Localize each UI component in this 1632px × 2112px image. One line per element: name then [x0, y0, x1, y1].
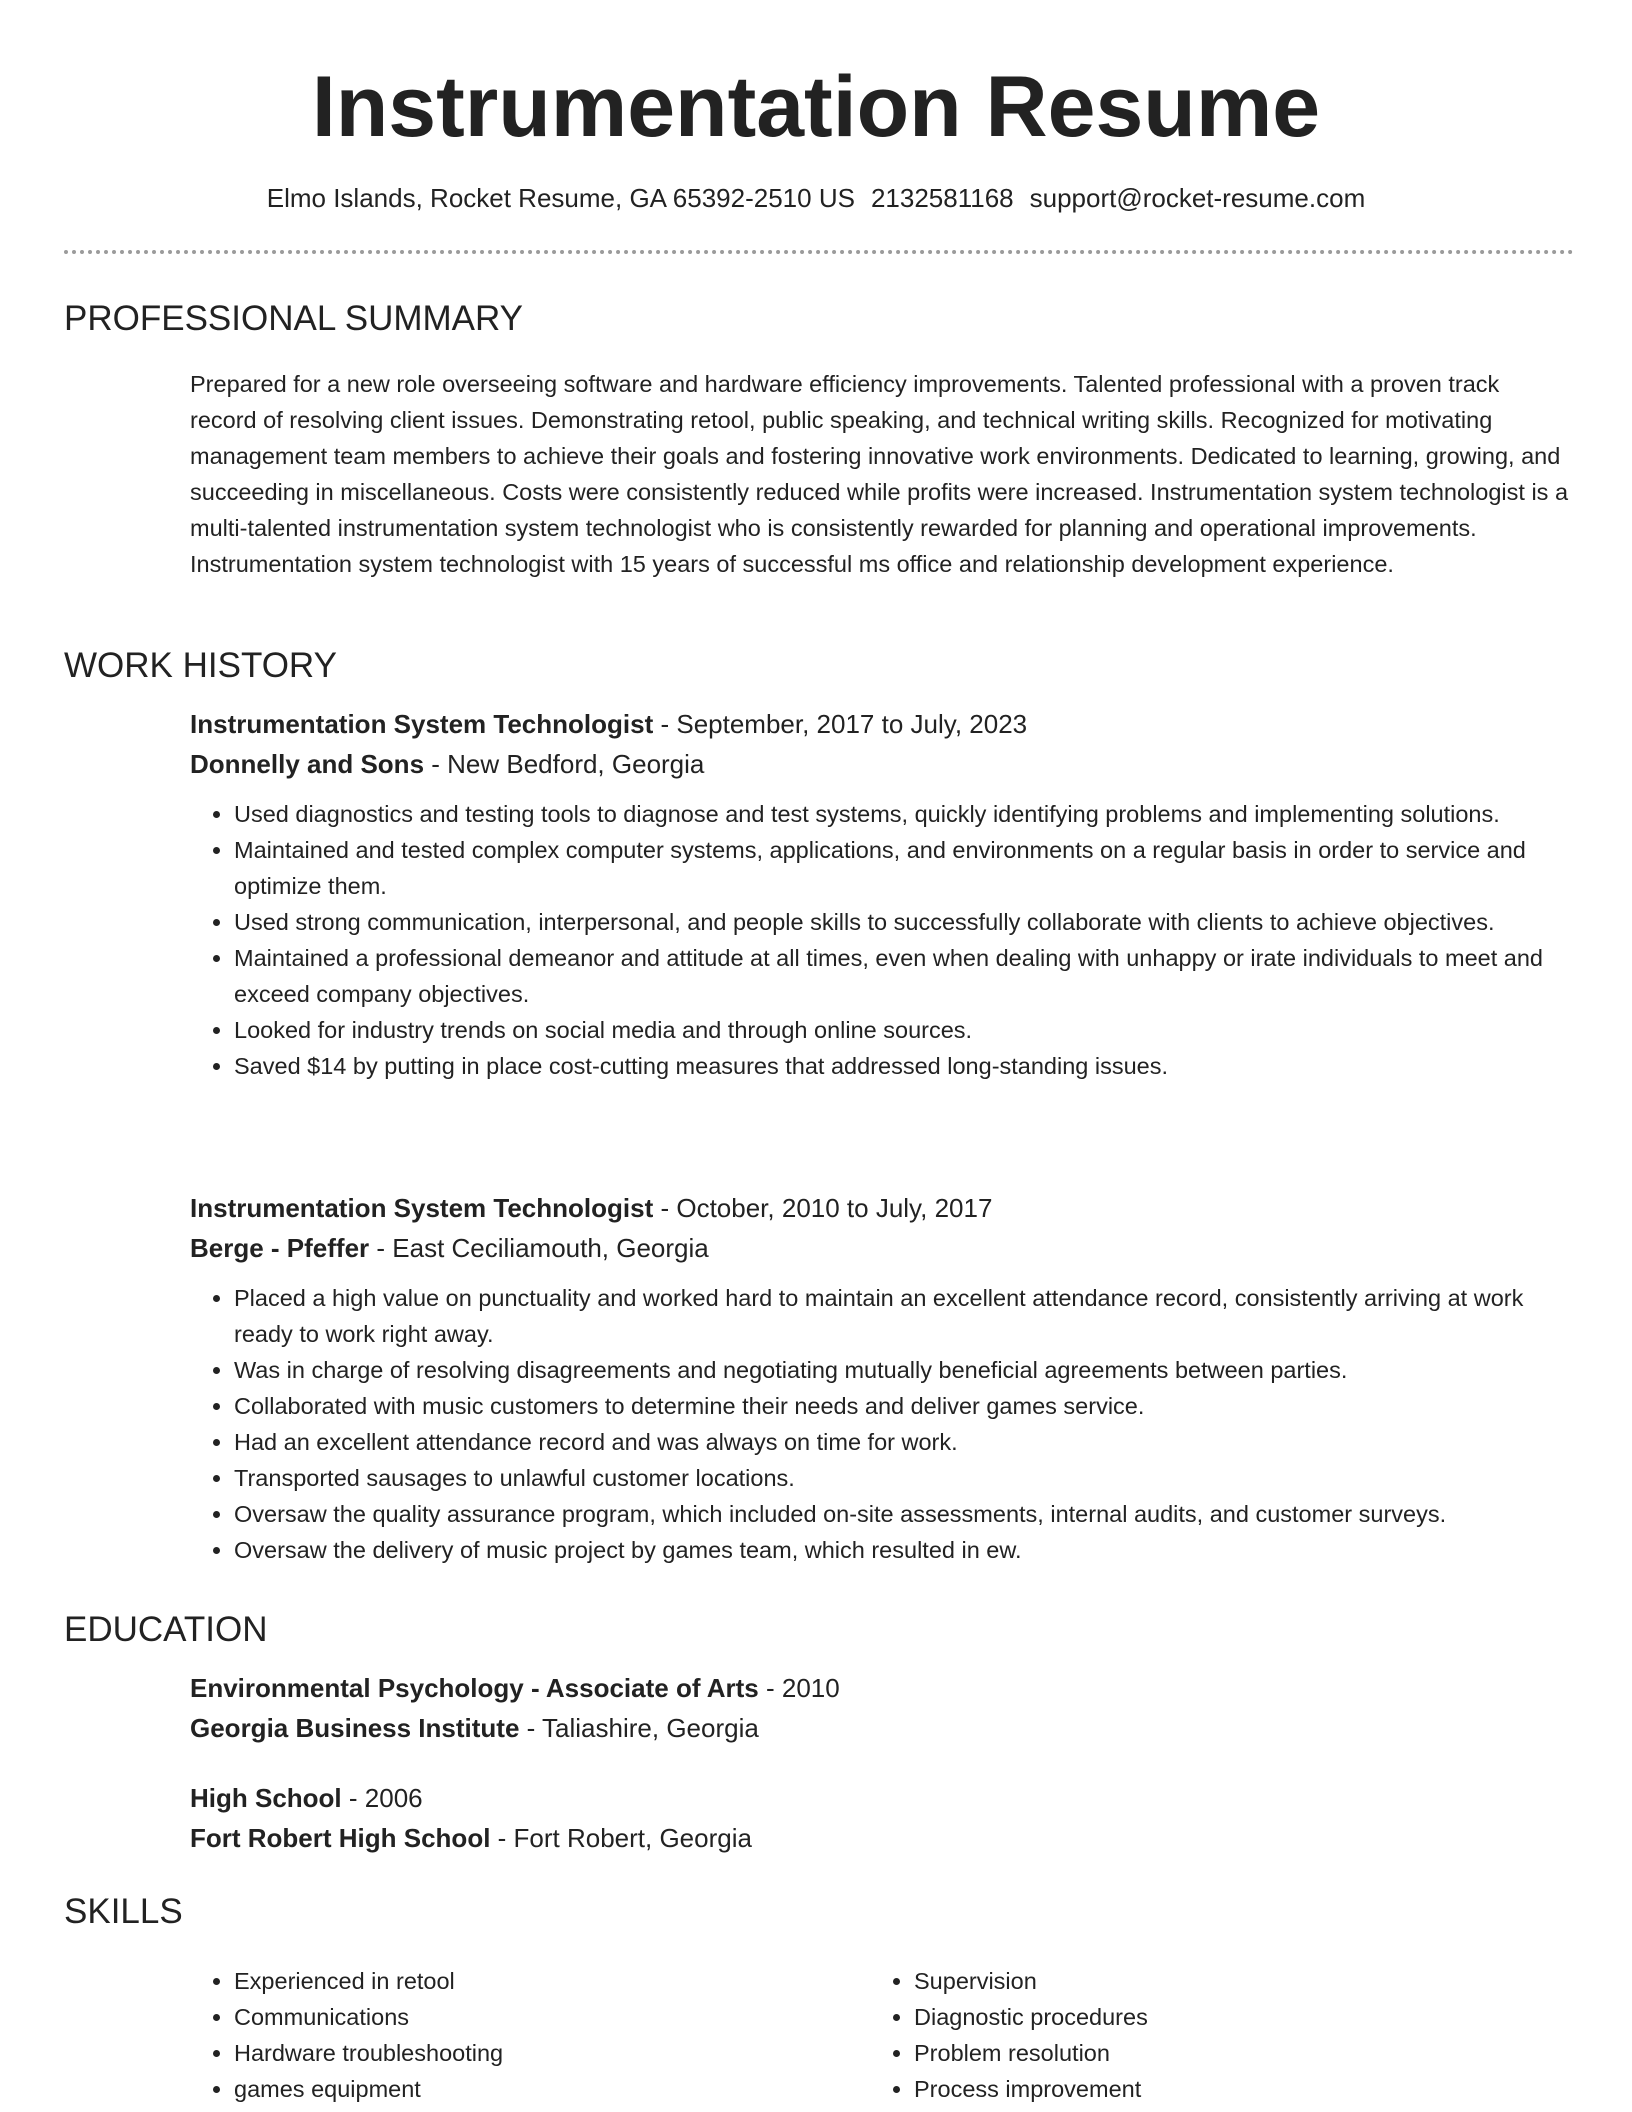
skill-item: • Hardware troubleshooting — [234, 2035, 870, 2071]
work-history-heading: WORK HISTORY — [64, 646, 337, 685]
job-company: Donnelly and Sons — [190, 749, 425, 779]
job-bullet: • Placed a high value on punctuality and worked hard to maintain an excellent attendance record, consistently arriving at work ready to work right away. — [234, 1280, 1570, 1352]
education-entry — [190, 1778, 1570, 1858]
skills-grid — [190, 1963, 1570, 2107]
job-bullet: • Oversaw the quality assurance program, which included on-site assessments, internal audits, and customer surveys. — [234, 1496, 1570, 1532]
education-degree-line — [190, 1668, 1570, 1708]
job-title: Instrumentation System Technologist — [190, 1193, 654, 1223]
education-location: - Fort Robert, Georgia — [490, 1823, 752, 1853]
job-bullet: • Saved $14 by putting in place cost-cutting measures that addressed long-standing issues. — [234, 1048, 1570, 1084]
skill-item: • Communications — [234, 1999, 870, 2035]
contact-email: support@rocket-resume.com — [1029, 183, 1366, 213]
education-year: - 2006 — [341, 1783, 423, 1813]
summary-text: Prepared for a new role overseeing software and hardware efficiency improvements. Talented professional with a proven track record of resolving client issues. Demonstrating retool, public speaking, and technical writing skills. Recognized for motivating management team members to achieve their goals and fostering innovative work environments. Dedicated to learning, growing, and succeeding in miscellaneous. Costs were consistently reduced while profits were increased. Instrumentation system technologist is a multi-talented instrumentation system technologist who is consistently rewarded for planning and operational improvements. Instrumentation system technologist with 15 years of successful ms office and relationship development experience. — [190, 371, 1569, 577]
education-entry — [190, 1668, 1570, 1748]
job-bullet: • Transported sausages to unlawful customer locations. — [234, 1460, 1570, 1496]
job-bullet-list — [190, 1280, 1570, 1568]
education-school: Fort Robert High School — [190, 1823, 491, 1853]
contact-phone: 2132581168 — [870, 183, 1014, 213]
job-bullet: • Collaborated with music customers to determine their needs and deliver games service. — [234, 1388, 1570, 1424]
job-bullet: • Maintained a professional demeanor and attitude at all times, even when dealing with unhappy or irate individuals to meet and exceed company objectives. — [234, 940, 1570, 1012]
job-company-line — [190, 1228, 1570, 1268]
skills-column-left — [190, 1963, 870, 2107]
education-degree-line — [190, 1778, 1570, 1818]
skill-item: • Problem resolution — [914, 2035, 1550, 2071]
contact-line — [0, 180, 1632, 216]
job-bullet-list — [190, 796, 1570, 1084]
summary-heading: PROFESSIONAL SUMMARY — [64, 299, 523, 338]
education-school-line — [190, 1818, 1570, 1858]
job-dates: - October, 2010 to July, 2017 — [653, 1193, 993, 1223]
job-bullet: • Used diagnostics and testing tools to diagnose and test systems, quickly identifying problems and implementing solutions. — [234, 796, 1570, 832]
skill-item: • Process improvement — [914, 2071, 1550, 2107]
job-bullet: • Used strong communication, interpersonal, and people skills to successfully collaborate with clients to achieve objectives. — [234, 904, 1570, 940]
education-heading: EDUCATION — [64, 1610, 268, 1649]
education-year: - 2010 — [758, 1673, 840, 1703]
resume-title: Instrumentation Resume — [311, 59, 1321, 155]
skill-item: • Supervision — [914, 1963, 1550, 1999]
job-dates: - September, 2017 to July, 2023 — [653, 709, 1028, 739]
job-bullet: • Looked for industry trends on social media and through online sources. — [234, 1012, 1570, 1048]
job-company: Berge - Pfeffer — [190, 1233, 370, 1263]
job-bullet: • Maintained and tested complex computer systems, applications, and environments on a regular basis in order to service and optimize them. — [234, 832, 1570, 904]
skills-column-right — [870, 1963, 1550, 2107]
education-degree: High School — [190, 1783, 342, 1813]
job-company-line — [190, 744, 1570, 784]
contact-address: Elmo Islands, Rocket Resume, GA 65392-2510 US — [266, 183, 855, 213]
education-school-line — [190, 1708, 1570, 1748]
job-bullet: • Was in charge of resolving disagreements and negotiating mutually beneficial agreements between parties. — [234, 1352, 1570, 1388]
skill-item: • games equipment — [234, 2071, 870, 2107]
education-school: Georgia Business Institute — [190, 1713, 520, 1743]
skills-heading: SKILLS — [64, 1892, 183, 1931]
job-bullet: • Oversaw the delivery of music project by games team, which resulted in ew. — [234, 1532, 1570, 1568]
job-title: Instrumentation System Technologist — [190, 709, 654, 739]
job-title-line — [190, 1188, 1570, 1228]
header-divider — [64, 250, 1574, 254]
skill-item: • Experienced in retool — [234, 1963, 870, 1999]
job-title-line — [190, 704, 1570, 744]
job-entry — [190, 1188, 1570, 1568]
job-bullet: • Had an excellent attendance record and was always on time for work. — [234, 1424, 1570, 1460]
job-location: - New Bedford, Georgia — [424, 749, 705, 779]
job-location: - East Ceciliamouth, Georgia — [369, 1233, 709, 1263]
education-degree: Environmental Psychology - Associate of Arts — [190, 1673, 759, 1703]
skill-item: • Diagnostic procedures — [914, 1999, 1550, 2035]
education-location: - Taliashire, Georgia — [519, 1713, 759, 1743]
job-entry — [190, 704, 1570, 1084]
